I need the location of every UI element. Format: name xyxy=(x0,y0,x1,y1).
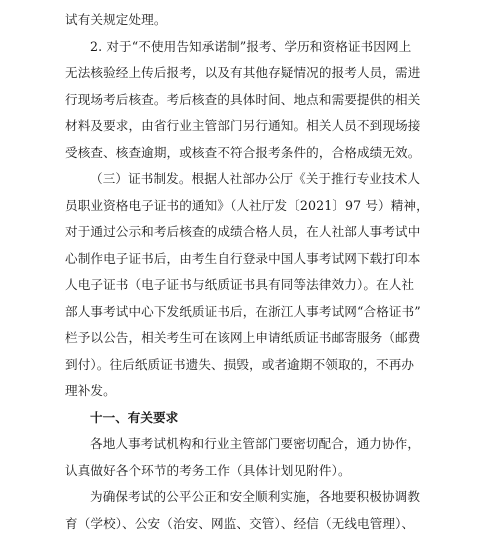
text-line: 2. 对于“不使用告知承诺制”报考、学历和资格证书因网上 xyxy=(90,38,412,54)
text-line: 人电子证书（电子证书与纸质证书具有同等法律效力）。在人社 xyxy=(65,277,415,292)
text-line: 行现场考后核查。考后核查的具体时间、地点和需要提供的相关 xyxy=(65,91,421,107)
paragraph-continuation xyxy=(65,7,437,34)
paragraph-coordination xyxy=(65,431,437,484)
paragraph-safety xyxy=(65,484,437,537)
text-line: 育（学校）、公安（治安、网监、交管）、经信（无线电管理）、 xyxy=(65,515,415,531)
text-line: 员职业资格电子证书的通知》（人社厅发〔2021〕97 号）精神， xyxy=(65,197,429,213)
text-line: 材料及要求，由省行业主管部门另行通知。相关人员不到现场接 xyxy=(65,118,421,133)
section-heading: 十一、有关要求 xyxy=(90,409,179,425)
text-line: 受核查、核查逾期，或核查不符合报考条件的，合格成绩无效。 xyxy=(65,144,421,160)
text-line: 为确保考试的公平公正和安全顺利实施，各地要积极协调教 xyxy=(90,489,421,504)
paragraph-certificate-issuance xyxy=(65,166,437,405)
text-line: 各地人事考试机构和行业主管部门要密切配合，通力协作， xyxy=(90,436,421,451)
text-line: （三）证书制发。根据人社部办公厅《关于推行专业技术人 xyxy=(90,171,421,186)
text-line: 到付）。往后纸质证书遗失、损毁，或者逾期不领取的，不再办 xyxy=(65,356,415,372)
text-line: 理补发。 xyxy=(65,383,116,398)
text-line: 认真做好各个环节的考务工作（具体计划见附件）。 xyxy=(65,462,351,478)
text-line: 对于通过公示和考后核查的成绩合格人员，在人社部人事考试中 xyxy=(65,224,421,239)
text-line: 部人事考试中心下发纸质证书后，在浙江人事考试网“合格证书” xyxy=(65,303,421,319)
text-line: 栏予以公告，相关考生可在该网上申请纸质证书邮寄服务（邮费 xyxy=(65,330,421,345)
text-line: 无法核验经上传后报考，以及有其他存疑情况的报考人员，需进 xyxy=(65,65,421,80)
text-line: 试有关规定处理。 xyxy=(65,12,167,27)
paragraph-item-2 xyxy=(65,34,437,167)
text-line: 心制作电子证书后，由考生自行登录中国人事考试网下载打印本 xyxy=(65,250,421,266)
